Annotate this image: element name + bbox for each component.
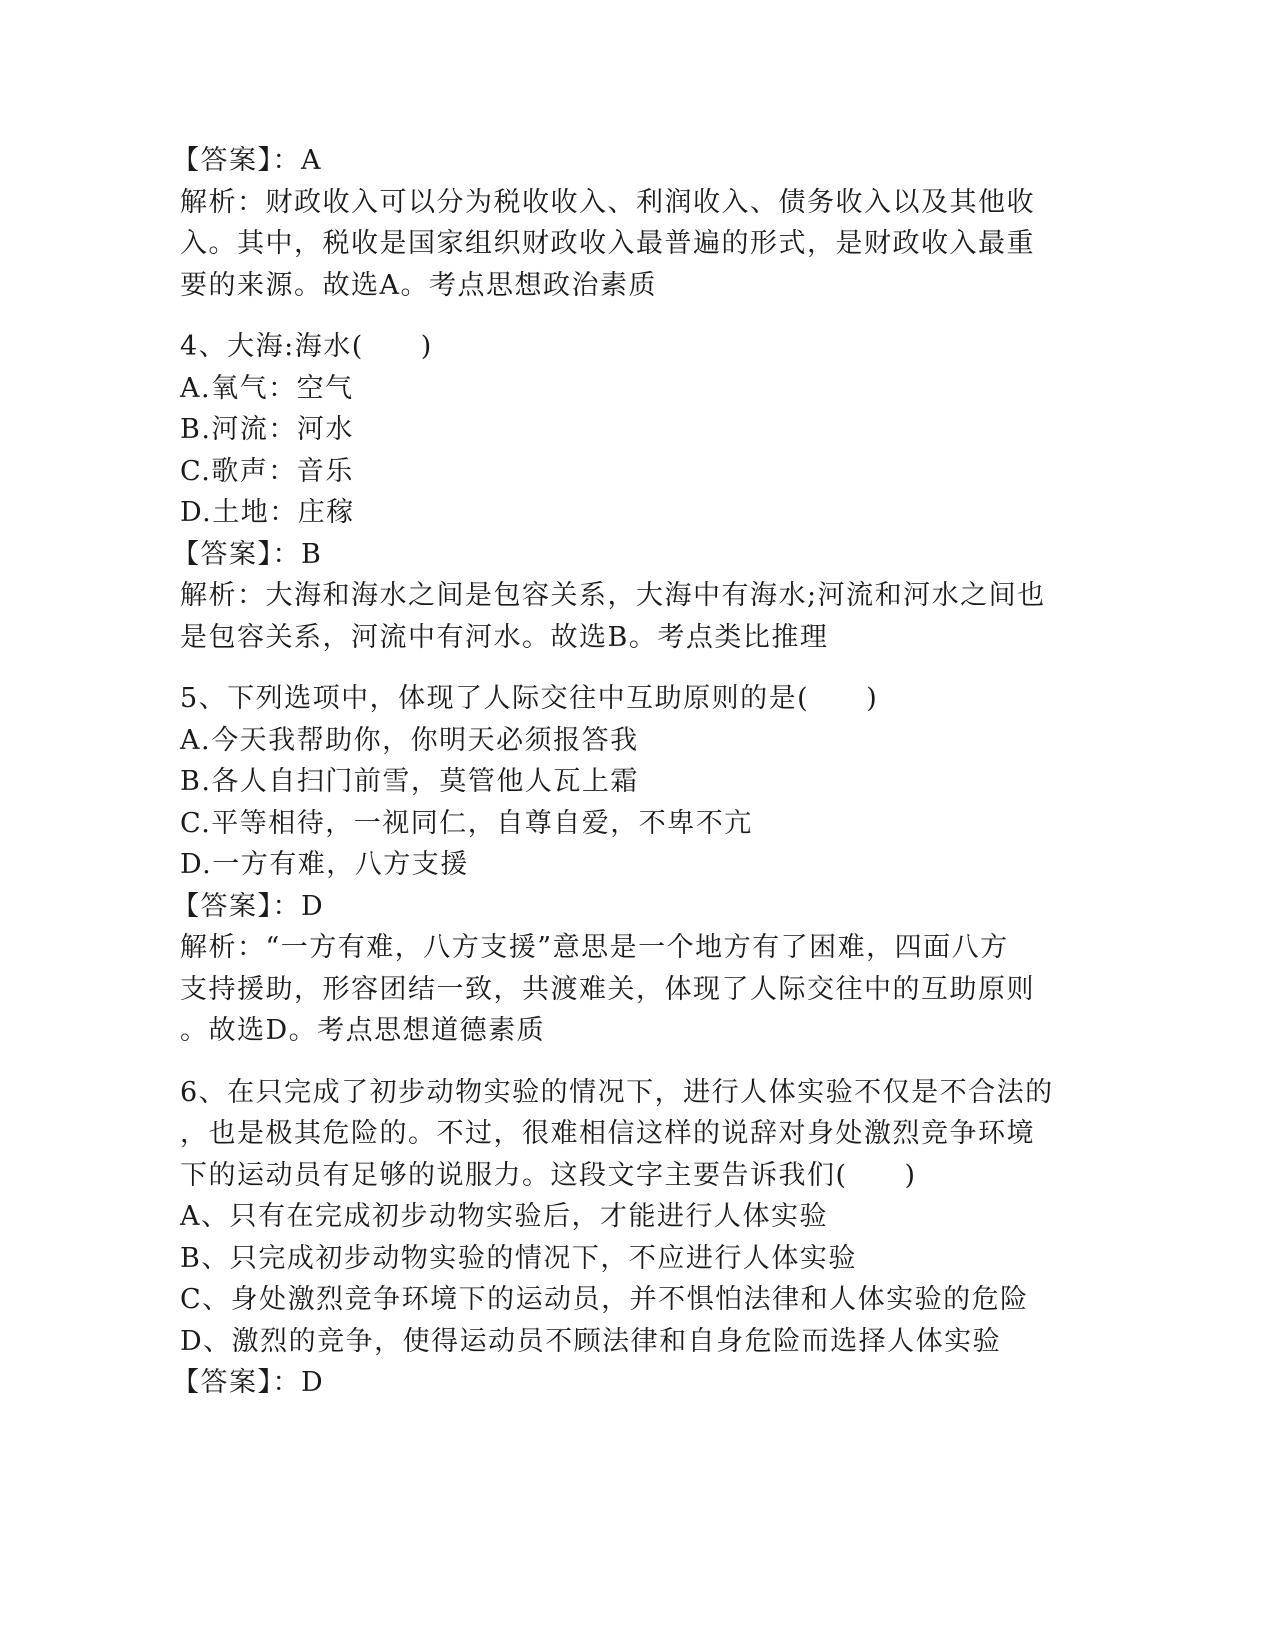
q4-option-d: D.土地：庄稼 <box>180 497 355 528</box>
section-gap <box>180 306 1080 326</box>
q5-option-a: A.今天我帮助你，你明天必须报答我 <box>180 724 639 756</box>
q6-question-line: ，也是极其危险的。不过，很难相信这样的说辞对身处激烈竞争环境 <box>180 1118 1035 1149</box>
q3-analysis-line: 要的来源。故选A。考点思想政治素质 <box>180 269 657 301</box>
section-gap <box>180 1052 1080 1072</box>
q5-analysis-line: 。故选D。考点思想道德素质 <box>180 1015 546 1046</box>
q6-option-b: B、只完成初步动物实验的情况下，不应进行人体实验 <box>180 1242 857 1274</box>
q4-question: 4、大海:海水( ) <box>180 331 433 362</box>
q6-question-line: 下的运动员有足够的说服力。这段文字主要告诉我们( ) <box>180 1159 917 1191</box>
q5-option-c: C.平等相待，一视同仁，自尊自爱，不卑不亢 <box>180 807 753 839</box>
q5-question: 5、下列选项中，体现了人际交往中互助原则的是( ) <box>180 683 879 714</box>
q5-option-b: B.各人自扫门前雪，莫管他人瓦上霜 <box>180 766 639 797</box>
q5-analysis-line: 支持援助，形容团结一致，共渡难关，体现了人际交往中的互助原则 <box>180 973 1035 1005</box>
q4-option-c: C.歌声：音乐 <box>180 455 354 487</box>
q5-analysis-line: 解析：“一方有难，八方支援”意思是一个地方有了困难，四面八方 <box>180 932 1009 963</box>
q4-analysis-line: 是包容关系，河流中有河水。故选B。考点类比推理 <box>180 621 829 653</box>
q6-option-a: A、只有在完成初步动物实验后，才能进行人体实验 <box>180 1201 828 1232</box>
q6-option-c: C、身处激烈竞争环境下的运动员，并不惧怕法律和人体实验的危险 <box>180 1284 1029 1315</box>
q4-option-b: B.河流：河水 <box>180 414 354 445</box>
q6-question-line: 6、在只完成了初步动物实验的情况下，进行人体实验不仅是不合法的 <box>180 1076 1054 1108</box>
section-gap <box>180 658 1080 678</box>
q4-option-a: A.氧气：空气 <box>180 372 354 404</box>
q5-answer: 【答案】：D <box>172 890 325 922</box>
q4-answer: 【答案】：B <box>172 538 323 570</box>
q6-option-d: D、激烈的竞争，使得运动员不顾法律和自身危险而选择人体实验 <box>180 1325 1002 1357</box>
q5-option-d: D.一方有难，八方支援 <box>180 849 469 880</box>
q3-answer: 【答案】：A <box>172 145 322 176</box>
document-page <box>172 140 1080 1404</box>
q3-analysis-line: 解析：财政收入可以分为税收收入、利润收入、债务收入以及其他收 <box>180 186 1035 218</box>
q4-analysis-line: 解析：大海和海水之间是包容关系，大海中有海水;河流和河水之间也 <box>180 580 1046 611</box>
q3-analysis-line: 入。其中，税收是国家组织财政收入最普遍的形式，是财政收入最重 <box>180 228 1035 259</box>
q6-answer: 【答案】：D <box>172 1367 325 1398</box>
